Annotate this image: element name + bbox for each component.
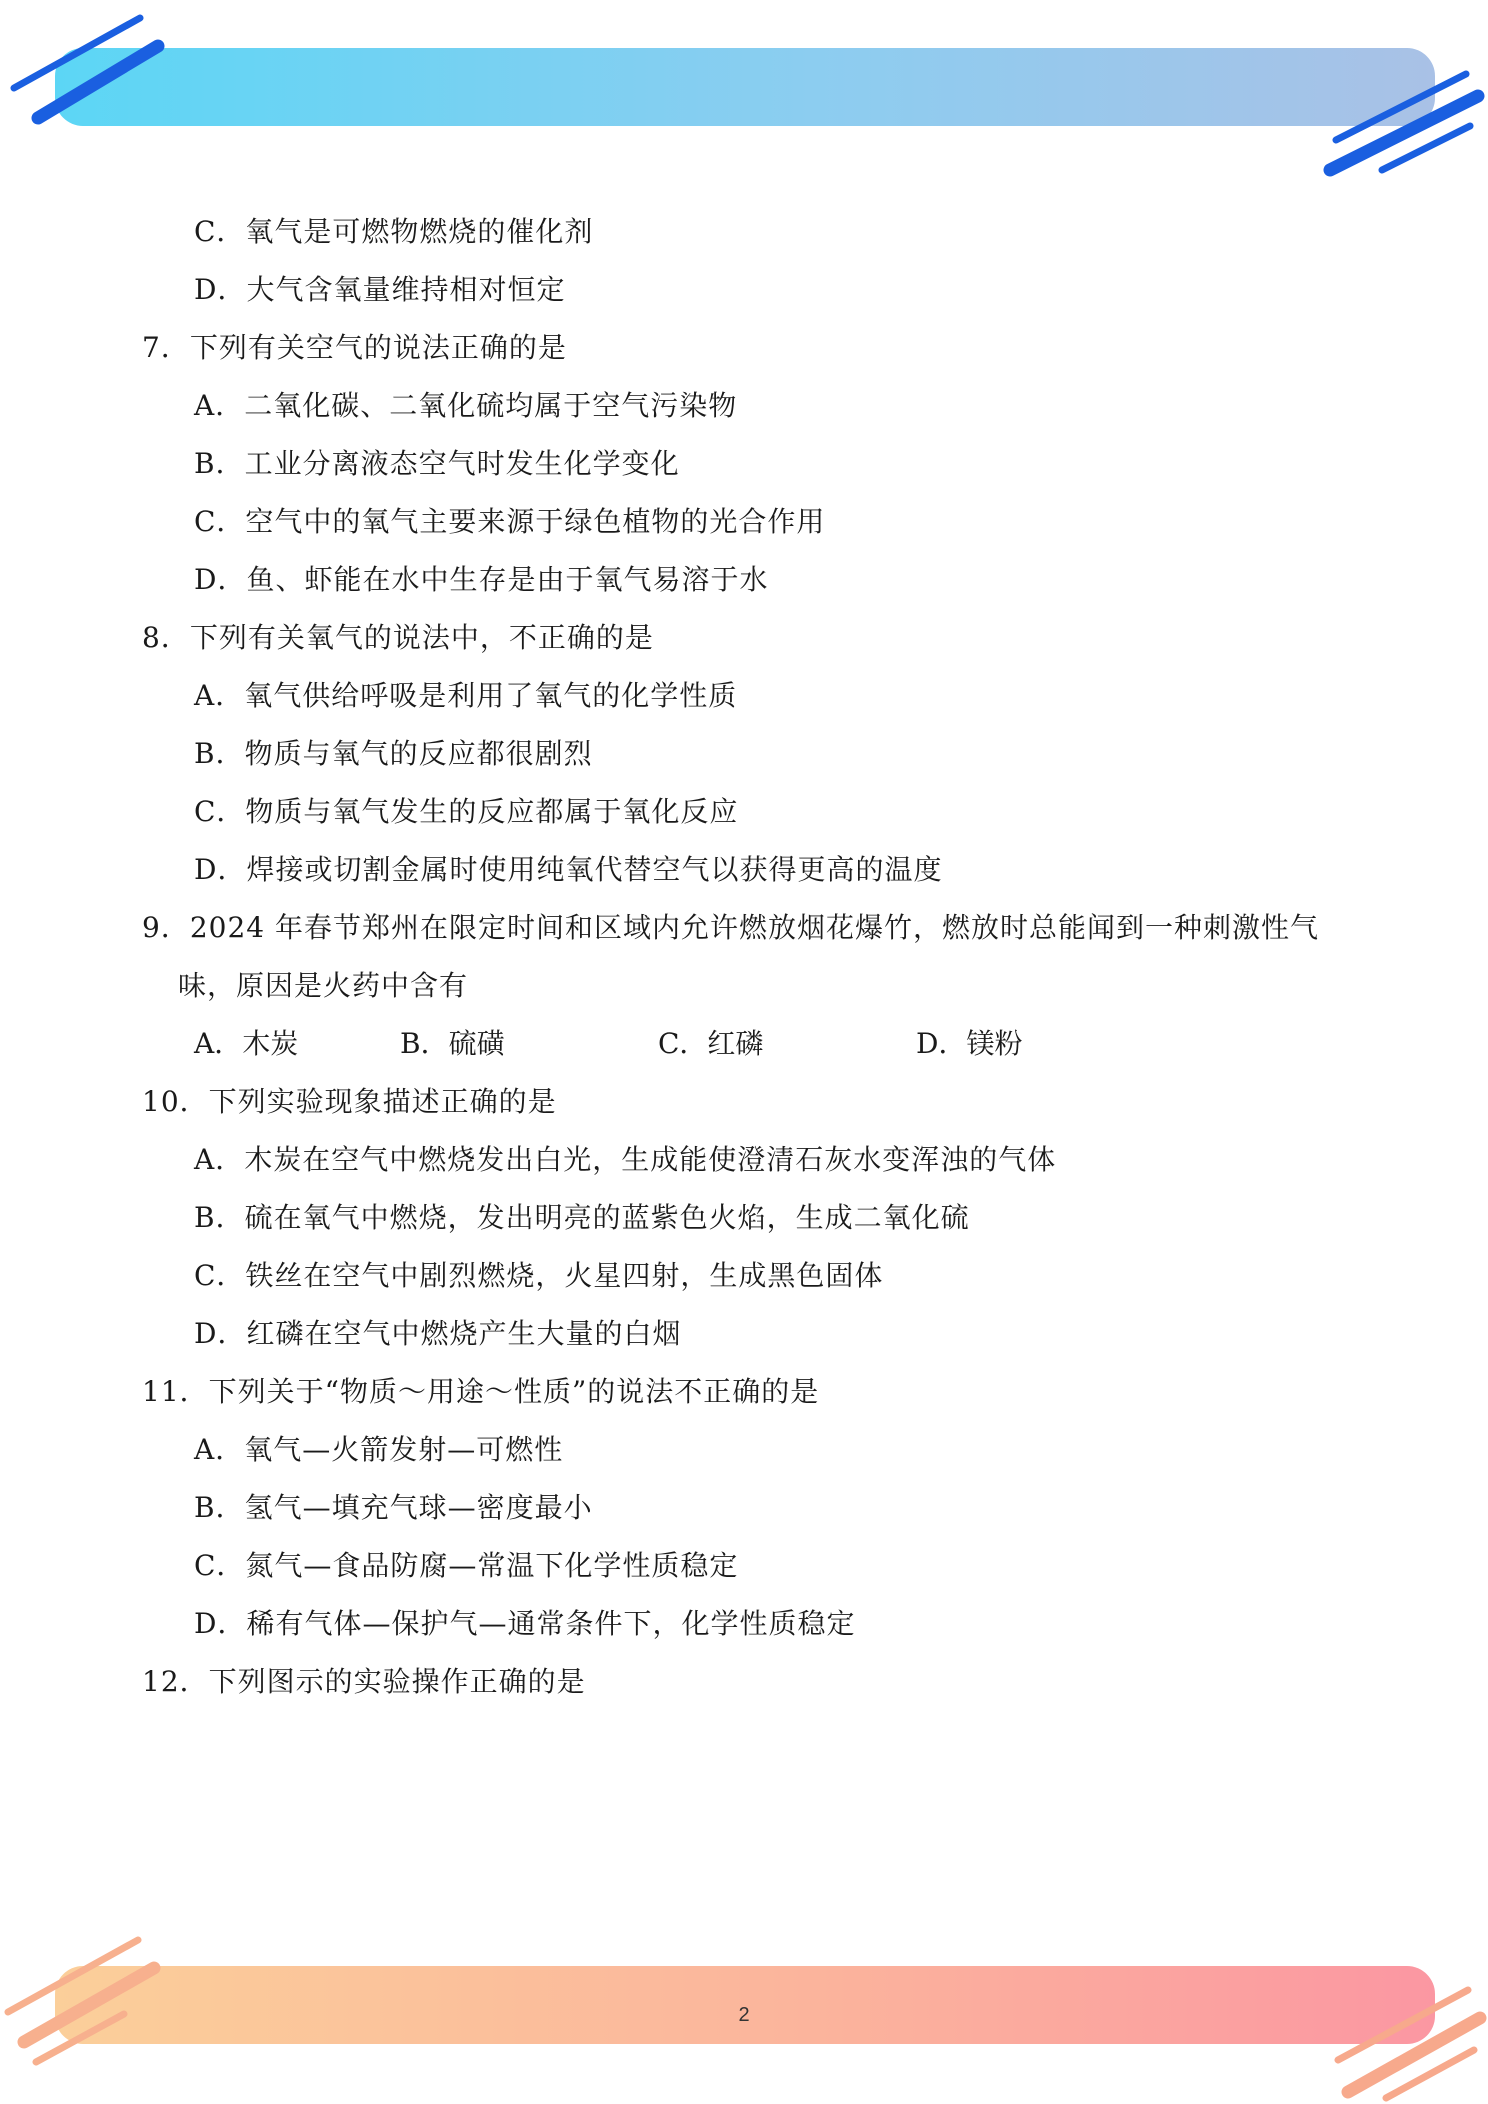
q11-option-a: A．氧气—火箭发射—可燃性 (194, 1433, 564, 1466)
q8-option-d: D．焊接或切割金属时使用纯氧代替空气以获得更高的温度 (194, 853, 943, 886)
q8-option-c: C．物质与氧气发生的反应都属于氧化反应 (194, 795, 739, 828)
q7-option-c: C．空气中的氧气主要来源于绿色植物的光合作用 (194, 505, 826, 538)
q11-option-c: C．氮气—食品防腐—常温下化学性质稳定 (194, 1549, 739, 1582)
question-9: 9．2024 年春节郑州在限定时间和区域内允许燃放烟花爆竹，燃放时总能闻到一种刺激性气 (142, 911, 1319, 944)
q11-option-b: B．氢气—填充气球—密度最小 (194, 1491, 593, 1524)
q6-option-c: C．氧气是可燃物燃烧的催化剂 (194, 215, 594, 248)
question-9-continued: 味，原因是火药中含有 (178, 969, 469, 1002)
q11-option-d: D．稀有气体—保护气—通常条件下，化学性质稳定 (194, 1607, 856, 1640)
q8-option-a: A．氧气供给呼吸是利用了氧气的化学性质 (194, 679, 738, 712)
question-8: 8．下列有关氧气的说法中，不正确的是 (142, 621, 654, 654)
q10-option-a: A．木炭在空气中燃烧发出白光，生成能使澄清石灰水变浑浊的气体 (194, 1143, 1057, 1176)
question-7: 7．下列有关空气的说法正确的是 (142, 331, 567, 364)
q10-option-c: C．铁丝在空气中剧烈燃烧，火星四射，生成黑色固体 (194, 1259, 884, 1292)
q7-option-a: A．二氧化碳、二氧化硫均属于空气污染物 (194, 389, 738, 422)
q9-option-d: D．镁粉 (916, 1027, 1023, 1060)
q9-option-a: A．木炭 (194, 1027, 299, 1060)
question-11: 11．下列关于“物质～用途～性质”的说法不正确的是 (142, 1375, 820, 1408)
q10-option-d: D．红磷在空气中燃烧产生大量的白烟 (194, 1317, 682, 1350)
question-12: 12．下列图示的实验操作正确的是 (142, 1665, 586, 1698)
header-banner (55, 48, 1435, 126)
q7-option-d: D．鱼、虾能在水中生存是由于氧气易溶于水 (194, 563, 769, 596)
q9-options-row (194, 1024, 1094, 1064)
q6-option-d: D．大气含氧量维持相对恒定 (194, 273, 566, 306)
q10-option-b: B．硫在氧气中燃烧，发出明亮的蓝紫色火焰，生成二氧化硫 (194, 1201, 970, 1234)
q9-option-c: C．红磷 (658, 1027, 764, 1060)
q9-option-b: B．硫磺 (400, 1027, 505, 1060)
page-number: 2 (738, 2004, 750, 2026)
q7-option-b: B．工业分离液态空气时发生化学变化 (194, 447, 680, 480)
q8-option-b: B．物质与氧气的反应都很剧烈 (194, 737, 593, 770)
question-10: 10．下列实验现象描述正确的是 (142, 1085, 557, 1118)
